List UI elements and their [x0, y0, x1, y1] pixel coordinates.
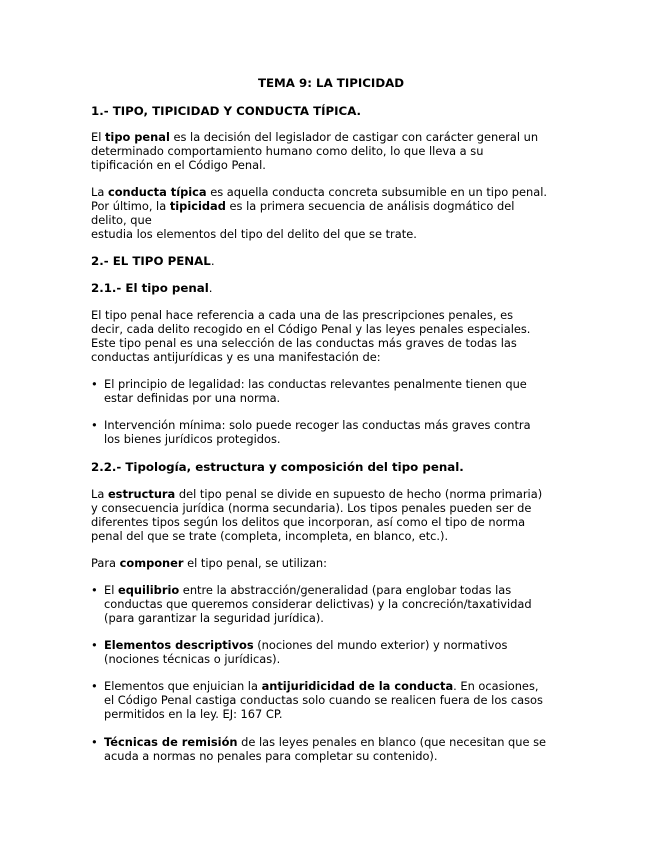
bullet-icon: •: [91, 679, 98, 693]
section-1-paragraph-2: La conducta típica es aquella conducta concreta subsumible en un tipo penal. Por último, la tipicidad es la primera secuencia de análisis dogmático del delito, que estudia los elementos del tipo del delito del que se trate.: [91, 185, 548, 241]
document-title: TEMA 9: LA TIPICIDAD: [257, 76, 405, 90]
section-2-2-paragraph-2: Para componer el tipo penal, se utilizan:: [91, 556, 327, 570]
term-tipo-penal: tipo penal: [104, 130, 170, 144]
section-2-heading: 2.- EL TIPO PENAL.: [91, 254, 215, 268]
term-componer: componer: [119, 556, 184, 570]
section-2-2-paragraph-1: La estructura del tipo penal se divide en supuesto de hecho (norma primaria) y consecuencia jurídica (norma secundaria). Los tipos penales pueden ser de diferentes tipos según los delitos que incorporan, así como el tipo de norma penal del que se trate (completa, incompleta, en blanco, etc.).: [91, 487, 543, 543]
bullet-icon: •: [91, 583, 98, 597]
section-1-heading: 1.- TIPO, TIPICIDAD Y CONDUCTA TÍPICA.: [91, 104, 362, 118]
term-estructura: estructura: [107, 487, 176, 501]
section-2-1-paragraph: El tipo penal hace referencia a cada una de las prescripciones penales, es decir, cada delito recogido en el Código Penal y las leyes penales especiales. Este tipo penal es una selección de las conductas más graves de todas las conductas antijurídicas y es una manifestación de:: [91, 308, 531, 364]
section-2-2-heading: 2.2.- Tipología, estructura y composición del tipo penal.: [91, 460, 464, 474]
bullet-icon: •: [91, 735, 98, 749]
term-conducta-tipica: conducta típica: [107, 185, 207, 199]
section-1-paragraph-1: El tipo penal es la decisión del legislador de castigar con carácter general un determinado comportamiento humano como delito, lo que lleva a su tipificación en el Código Penal.: [91, 130, 539, 172]
bullet-icon: •: [91, 418, 98, 432]
bullet-icon: •: [91, 377, 98, 391]
term-tipicidad: tipicidad: [169, 199, 226, 213]
section-2-1-heading: 2.1.- El tipo penal.: [91, 281, 213, 295]
bullet-icon: •: [91, 638, 98, 652]
